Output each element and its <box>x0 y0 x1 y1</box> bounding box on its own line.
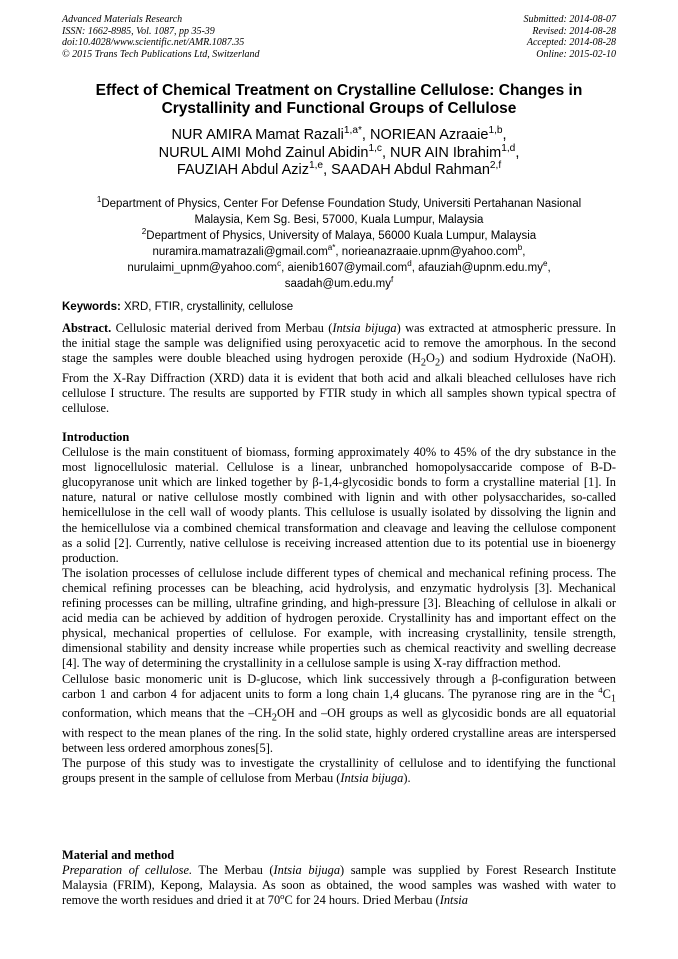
email-mark: d <box>407 259 412 269</box>
author-name: NUR AIN Ibrahim <box>390 144 502 161</box>
body-paragraph <box>62 672 616 756</box>
email-mark: c <box>277 259 282 269</box>
author-affil-mark: 1,b <box>488 125 503 137</box>
email-mark: f <box>391 275 394 285</box>
subscript: 2 <box>271 712 277 724</box>
email-mark: b <box>517 243 523 253</box>
author-line: FAUZIAH Abdul Aziz$^{1,e}$, SAADAH Abdul Rahman$^{2,f}$ <box>176 160 502 178</box>
paragraph-text: OH and –OH groups as well as glycosidic bonds are all equatorial with respect to the mean planes of the ring. In the solid state, highly ordered crystalline areas are interspersed between less ordered amorphous zones[5]. <box>62 706 616 755</box>
subscript: 1 <box>610 693 616 705</box>
species-name: Intsia bijuga <box>273 863 341 878</box>
body-paragraph <box>62 863 616 908</box>
copyright-line: © 2015 Trans Tech Publications Ltd, Switzerland <box>62 48 260 60</box>
affil-mark: 1 <box>96 195 102 205</box>
degree-mark: o <box>280 891 285 902</box>
body-paragraph: Cellulose is the main constituent of biomass, forming approximately 40% to 45% of the dry substance in the most lignocellulosic material. Cellulose is a linear, unbranched homopolysaccaride compose of B-D-glucopyranose unit which are linked together by β-1,4-glycosidic bonds to form a crystalline material [1]. In nature, natural or native cellulose mostly combined with lignin and with other polysaccharides, so-called hemicellulose in the cell wall of woody plants. This cellulose is usually isolated by dissolving the lignin and the hemicellulose via a combined chemical transformation and cleavage and leaving the cellulose component as a solid [2]. Currently, native cellulose is receiving increased attention due to its potential use in bioenergy production. <box>62 445 616 565</box>
author-list <box>62 127 616 180</box>
title-line: Crystallinity and Functional Groups of Cellulose <box>161 100 517 117</box>
author-name: SAADAH Abdul Rahman <box>331 162 490 178</box>
submitted-date: Submitted: 2014-08-07 <box>523 14 616 25</box>
introduction-section <box>62 430 616 786</box>
email-link[interactable]: norieanazraaie.upnm@yahoo.com <box>341 246 518 258</box>
email-mark: e <box>542 259 548 269</box>
abstract-paragraph <box>62 321 616 416</box>
author-affil-mark: 1,a* <box>343 125 362 137</box>
species-name: Intsia bijuga <box>332 321 397 335</box>
author-affil-mark: 2,f <box>489 160 502 172</box>
paragraph-text: ). <box>403 771 411 785</box>
paragraph-text: C for 24 hours. Dried Merbau ( <box>284 893 440 908</box>
keywords <box>62 300 616 315</box>
email-link[interactable]: nurulaimi_upnm@yahoo.com <box>127 262 278 274</box>
email-link[interactable]: nuramira.mamatrazali@gmail.com <box>152 246 328 258</box>
subsection-heading: Preparation of cellulose. <box>62 863 193 878</box>
abstract-text: ) and sodium Hydroxide (NaOH). From the X-Ray Diffraction (XRD) data it is evident that both acid and alkali bleached celluloses have rich cellulose I structure. The results are supported by FTIR study in which all samples shown typical spectra of cellulose. <box>62 351 616 415</box>
email-line <box>62 276 616 292</box>
email-link[interactable]: aienib1607@ymail.com <box>287 262 408 274</box>
online-date: Online: 2015-02-10 <box>536 48 616 60</box>
paragraph-text: C <box>602 686 611 701</box>
species-name: Intsia bijuga <box>340 771 404 785</box>
paper-title <box>62 82 616 118</box>
journal-header-left <box>62 14 260 60</box>
title-line: Effect of Chemical Treatment on Crystalline Cellulose: Changes in <box>95 82 583 99</box>
journal-header-right <box>524 14 617 60</box>
author-name: NORIEAN Azraaie <box>369 127 489 143</box>
abstract-section <box>62 321 616 416</box>
section-heading: Introduction <box>62 430 130 444</box>
species-name: Intsia <box>439 893 468 908</box>
author-affil-mark: 1,d <box>501 142 516 154</box>
subscript: 2 <box>434 357 441 369</box>
body-paragraph <box>62 756 616 786</box>
paragraph-text: The Merbau ( <box>192 863 274 878</box>
keywords-label: Keywords: <box>62 301 121 313</box>
journal-name: Advanced Materials Research <box>62 14 183 25</box>
paragraph-text: Cellulose basic monomeric unit is D-glucose, which link successively through a β-configuration between carbon 1 and carbon 4 for adjacent units to form a long chain 1,4 glucans. The pyranose ring are in the <box>62 671 616 701</box>
affil-mark: 2 <box>141 227 147 237</box>
author-name: NUR AMIRA Mamat Razali <box>171 127 344 143</box>
author-affil-mark: 1,e <box>308 160 324 172</box>
abstract-text: O <box>426 351 435 366</box>
email-link[interactable]: saadah@um.edu.my <box>284 278 392 290</box>
author-affil-mark: 1,c <box>368 142 382 154</box>
revised-date: Revised: 2014-08-28 <box>532 25 616 37</box>
author-name: FAUZIAH Abdul Aziz <box>176 162 309 178</box>
affiliation-line <box>62 196 616 212</box>
doi-line: doi:10.4028/www.scientific.net/AMR.1087.35 <box>62 37 245 48</box>
email-line: nuramira.mamatrazali@gmail.com$^{a*}$, norieanazraaie.upnm@yahoo.com$^b$, <box>152 243 526 258</box>
author-line: NURUL AIMI Mohd Zainul Abidin$^{1,c}$, NUR AIN Ibrahim$^{1,d}$, <box>158 142 520 161</box>
paragraph-text: ) sample was supplied by Forest Research Institute Malaysia (FRIM), Kepong, Malaysia. As soon as obtained, the wood samples was washed with water to remove the worth residues and dried it at 70 <box>62 863 616 908</box>
affiliation-line <box>62 228 616 244</box>
author-line: NUR AMIRA Mamat Razali$^{1,a*}$, NORIEAN Azraaie$^{1,b}$, <box>171 125 507 143</box>
paragraph-text: conformation, which means that the –CH <box>62 706 272 721</box>
email-link[interactable]: afauziah@upnm.edu.my <box>418 262 543 274</box>
email-mark: a* <box>327 243 336 253</box>
body-paragraph: The isolation processes of cellulose include different types of chemical and mechanical refining process. The chemical refining processes can be bleaching, acid hydrolysis, and enzymatic hydrolysis [3]. Mechanical refining processes can be milling, ultrafine grinding, and high-pressure [3]. Bleaching of cellulose in alkali or acid media can be achieved by addition of hydrogen peroxide. Crystallinity has and important effect on the physical, mechanical properties of cellulose. For example, with increasing crystallinity, tensile strength, dimensional stability and density increase while properties such as chemical reactivity and swelling decrease [4]. The way of determining the crystallinity in a cellulose sample is using X-ray diffraction method. <box>62 565 616 671</box>
section-heading: Material and method <box>62 848 175 862</box>
affiliation-line: Malaysia, Kem Sg. Besi, 57000, Kuala Lumpur, Malaysia <box>194 214 484 226</box>
abstract-text: Cellulosic material derived from Merbau ( <box>111 321 333 335</box>
abstract-label: Abstract. <box>62 321 112 335</box>
accepted-date: Accepted: 2014-08-28 <box>526 37 616 48</box>
keywords-text: XRD, FTIR, crystallinity, cellulose <box>120 301 294 313</box>
superscript: 4 <box>598 684 603 695</box>
methods-section <box>62 848 616 908</box>
affiliations <box>62 196 616 292</box>
paragraph-text: The purpose of this study was to investigate the crystallinity of cellulose and to identifying the functional groups present in the sample of cellulose from Merbau ( <box>62 755 616 785</box>
affiliation-text: Department of Physics, University of Malaya, 56000 Kuala Lumpur, Malaysia <box>146 230 537 242</box>
subscript: 2 <box>420 357 427 369</box>
affiliation-text: Department of Physics, Center For Defense Foundation Study, Universiti Pertahanan Nasional <box>101 198 582 210</box>
email-line: nurulaimi_upnm@yahoo.com$^c$, aienib1607@ymail.com$^d$, $afauziah@upnm.edu.my^e$, <box>127 259 551 274</box>
issn-line: ISSN: 1662-8985, Vol. 1087, pp 35-39 <box>62 25 215 37</box>
abstract-text: ) was extracted at atmospheric pressure. In the initial stage the sample was delignified using peroxyacetic acid to remove the amorphous. In the second stage the samples were double bleached using hydrogen peroxide (H <box>62 321 616 366</box>
author-name: NURUL AIMI Mohd Zainul Abidin <box>158 144 369 161</box>
